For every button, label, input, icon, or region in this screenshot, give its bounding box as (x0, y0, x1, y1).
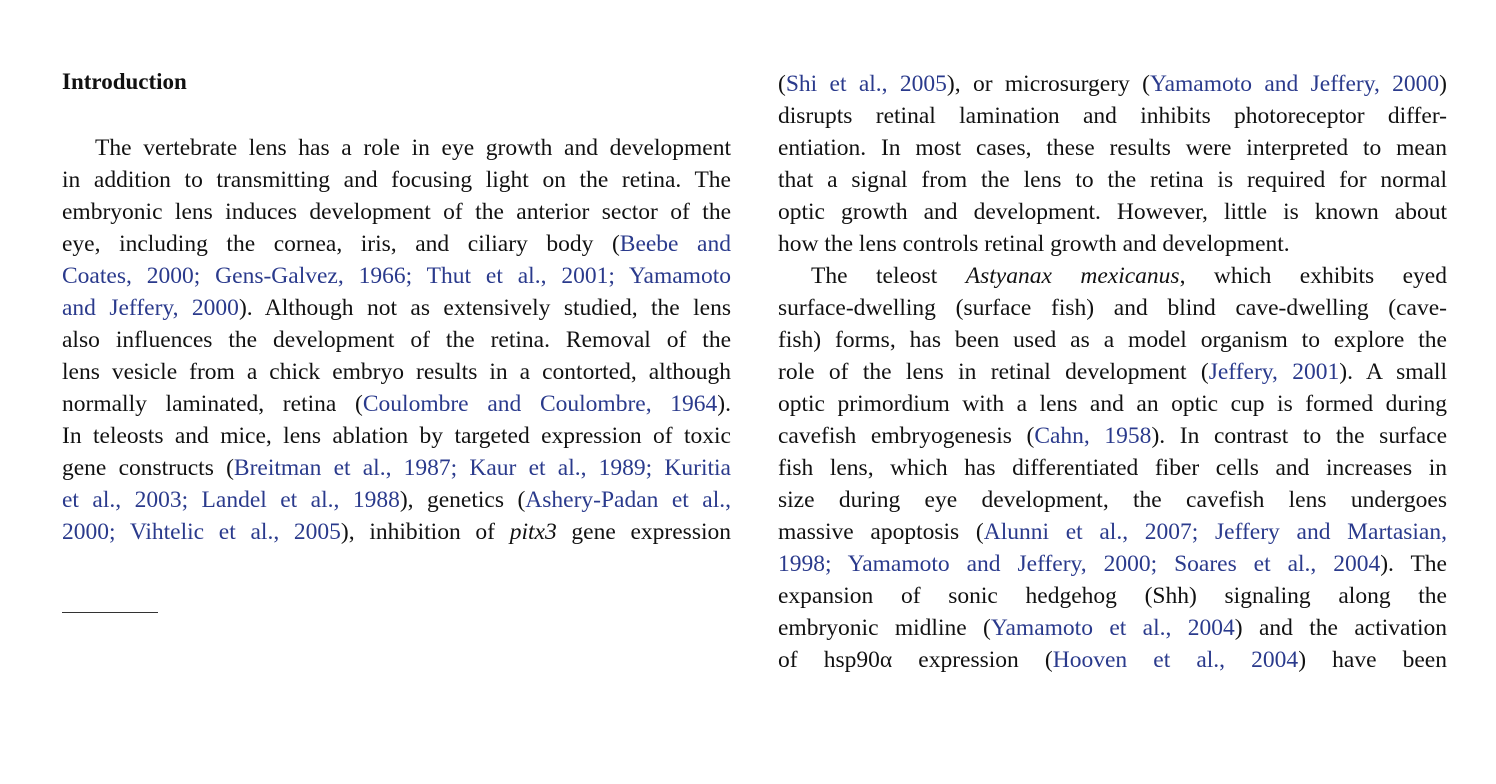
body-text: The vertebrate lens has a role in eye growth and development (95, 135, 731, 161)
italic-text: Astyanax mexicanus (965, 263, 1180, 289)
left-column (62, 132, 731, 548)
citation-link[interactable]: Hooven et al., 2004 (1052, 647, 1299, 673)
text-line (778, 516, 1447, 548)
citation-link[interactable]: Cahn, 1958 (1034, 423, 1152, 449)
text-line (62, 356, 731, 388)
section-heading: Introduction (62, 69, 187, 94)
body-text: ), genetics ( (399, 487, 526, 513)
body-text: ). A small (1339, 359, 1447, 385)
body-text: The teleost (811, 263, 966, 289)
body-text: that a signal from the lens to the retina is required for normal (778, 167, 1447, 193)
text-line (62, 164, 731, 196)
citation-link[interactable]: Breitman et al., 1987; Kaur et al., 1989; Kuritia (233, 455, 731, 481)
text-line (62, 484, 731, 516)
body-text: optic growth and development. However, little is known about (778, 199, 1447, 225)
text-line (778, 420, 1447, 452)
citation-link[interactable]: and Jeffery, 2000 (62, 295, 239, 321)
body-text: size during eye development, the cavefish lens undergoes (778, 487, 1447, 513)
citation-link[interactable]: Yamamoto et al., 2004 (990, 615, 1235, 641)
citation-link[interactable]: Yamamoto and Jeffery, 2000 (1149, 71, 1440, 97)
body-text: massive apoptosis ( (778, 519, 984, 545)
body-text: In teleosts and mice, lens ablation by targeted expression of toxic (62, 423, 731, 449)
text-line (778, 484, 1447, 516)
text-line (62, 452, 731, 484)
text-line (778, 100, 1447, 132)
body-text: disrupts retinal lamination and inhibits photoreceptor differ- (778, 103, 1447, 129)
italic-text: pitx3 (509, 519, 557, 545)
text-line (778, 228, 1447, 260)
right-column (778, 68, 1447, 676)
text-line (778, 548, 1447, 580)
body-text: expansion of sonic hedgehog (Shh) signaling along the (778, 583, 1447, 609)
body-text: ) have been (1298, 647, 1447, 673)
text-line (778, 356, 1447, 388)
text-line (62, 196, 731, 228)
body-text: cavefish embryogenesis ( (778, 423, 1035, 449)
citation-link[interactable]: Coulombre and Coulombre, 1964 (362, 391, 718, 417)
body-text: lens vesicle from a chick embryo results in a contorted, although (62, 359, 731, 385)
body-text: fish) forms, has been used as a model organism to explore the (778, 327, 1447, 353)
text-line (62, 388, 731, 420)
text-line (778, 68, 1447, 100)
text-line (778, 612, 1447, 644)
text-line (778, 132, 1447, 164)
body-text: gene constructs ( (62, 455, 234, 481)
text-line (778, 164, 1447, 196)
text-line (778, 260, 1447, 292)
body-text: ) (1439, 71, 1447, 97)
text-line (62, 324, 731, 356)
body-text: embryonic lens induces development of the anterior sector of the (62, 199, 731, 225)
text-line (778, 452, 1447, 484)
body-text: gene expression (556, 519, 732, 545)
body-text: also influences the development of the retina. Removal of the (62, 327, 731, 353)
text-line (62, 420, 731, 452)
body-text: normally laminated, retina ( (62, 391, 363, 417)
body-text: entiation. In most cases, these results were interpreted to mean (778, 135, 1447, 161)
body-text: , which exhibits eyed (1179, 263, 1447, 289)
footnote-separator-rule (62, 612, 158, 613)
body-text: in addition to transmitting and focusing light on the retina. The (62, 167, 731, 193)
text-line (778, 388, 1447, 420)
body-text: how the lens controls retinal growth and development. (778, 231, 1290, 257)
body-text: eye, including the cornea, iris, and ciliary body ( (62, 231, 620, 257)
citation-link[interactable]: Ashery-Padan et al., (525, 487, 731, 513)
text-line (62, 228, 731, 260)
body-text: fish lens, which has differentiated fiber cells and increases in (778, 455, 1447, 481)
body-text: surface-dwelling (surface fish) and blind cave-dwelling (cave- (778, 295, 1447, 321)
citation-link[interactable]: Jeffery, 2001 (1208, 359, 1340, 385)
text-line (62, 516, 731, 548)
body-text: ), or microsurgery ( (946, 71, 1150, 97)
citation-link[interactable]: Coates, 2000; Gens-Galvez, 1966; Thut et al., 2001; Yamamoto (62, 263, 731, 289)
citation-link[interactable]: Beebe and (619, 231, 731, 257)
body-text: ) and the activation (1234, 615, 1447, 641)
body-text: ), inhibition of (340, 519, 510, 545)
text-line (778, 196, 1447, 228)
body-text: role of the lens in retinal development ( (778, 359, 1209, 385)
body-text: embryonic midline ( (778, 615, 991, 641)
body-text: ( (778, 71, 786, 97)
body-text: ). (717, 391, 731, 417)
text-line (62, 292, 731, 324)
citation-link[interactable]: et al., 2003; Landel et al., 1988 (62, 487, 400, 513)
text-line (778, 580, 1447, 612)
body-text: of hsp90α expression ( (778, 647, 1053, 673)
body-text: ). The (1380, 551, 1447, 577)
body-text: optic primordium with a lens and an optic cup is formed during (778, 391, 1447, 417)
citation-link[interactable]: 1998; Yamamoto and Jeffery, 2000; Soares et al., 2004 (778, 551, 1381, 577)
text-line (62, 132, 731, 164)
text-line (62, 260, 731, 292)
citation-link[interactable]: 2000; Vihtelic et al., 2005 (62, 519, 341, 545)
text-line (778, 324, 1447, 356)
body-text: ). Although not as extensively studied, the lens (238, 295, 732, 321)
body-text: ). In contrast to the surface (1151, 423, 1448, 449)
citation-link[interactable]: Shi et al., 2005 (785, 71, 947, 97)
text-line (778, 292, 1447, 324)
citation-link[interactable]: Alunni et al., 2007; Jeffery and Martasian, (983, 519, 1447, 545)
text-line (778, 644, 1447, 676)
